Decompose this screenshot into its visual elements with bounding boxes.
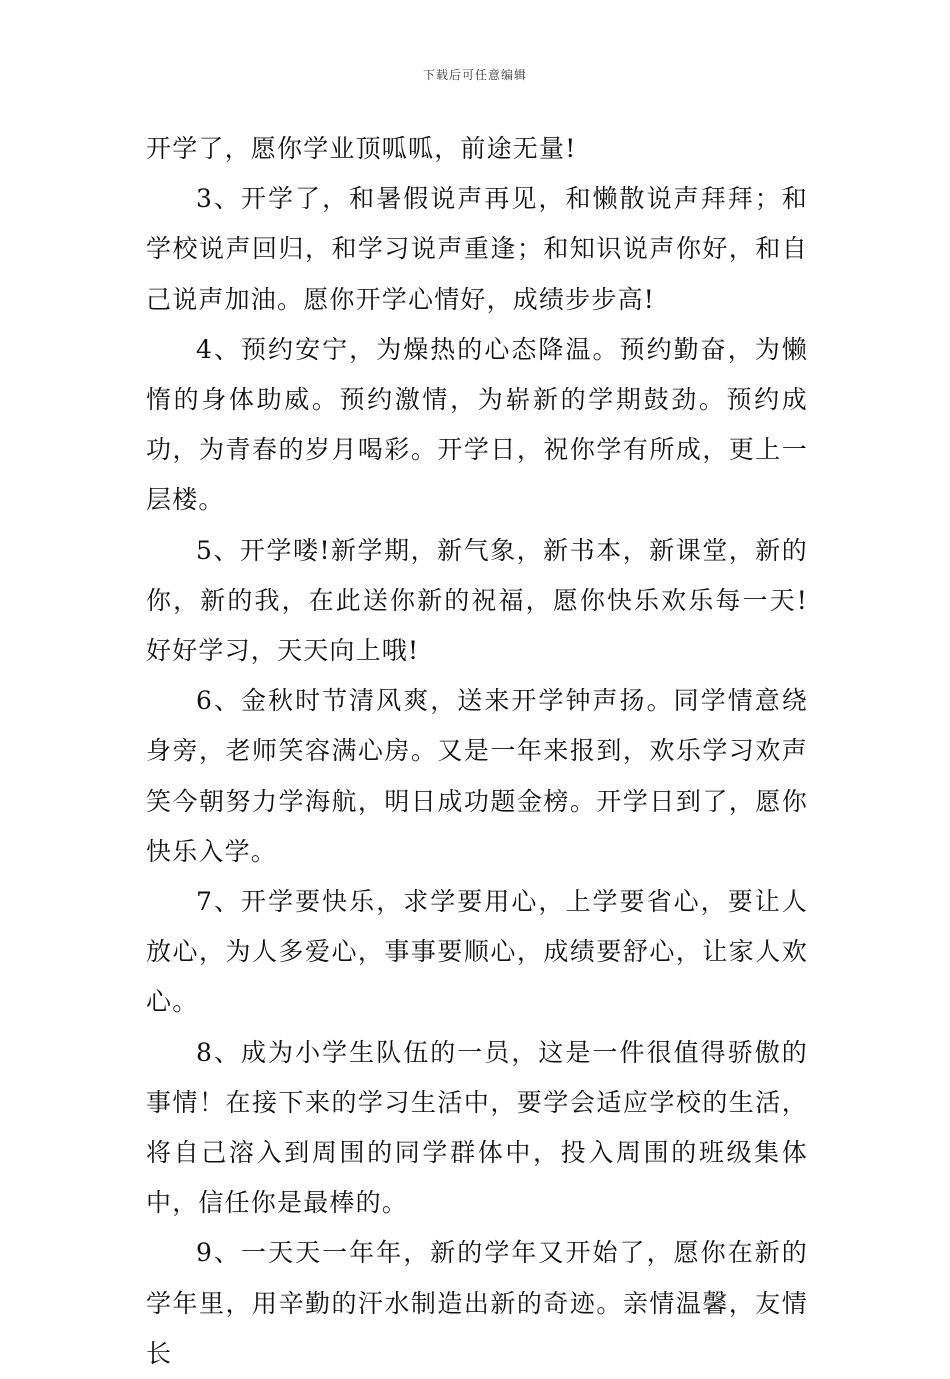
paragraph-item-8: 8、成为小学生队伍的一员，这是一件很值得骄傲的事情！在接下来的学习生活中，要学会适应学校的生活，将自己溶入到周围的同学群体中，投入周围的班级集体中，信任你是最棒的。 <box>146 1037 808 1218</box>
paragraph-item-4: 4、预约安宁，为燥热的心态降温。预约勤奋，为懒惰的身体助威。预约激情，为崭新的学期鼓劲。预约成功，为青春的岁月喝彩。开学日，祝你学有所成，更上一层楼。 <box>146 334 808 515</box>
document-body <box>146 124 808 1379</box>
paragraph-item-5: 5、开学喽!新学期，新气象，新书本，新课堂，新的你，新的我，在此送你新的祝福，愿你快乐欢乐每一天!好好学习，天天向上哦! <box>146 535 808 666</box>
paragraph-item-6: 6、金秋时节清风爽，送来开学钟声扬。同学情意绕身旁，老师笑容满心房。又是一年来报到，欢乐学习欢声笑今朝努力学海航，明日成功题金榜。开学日到了，愿你快乐入学。 <box>146 686 808 866</box>
paragraph-continuation: 开学了，愿你学业顶呱呱，前途无量! <box>146 134 577 163</box>
paragraph-item-9: 9、一天天一年年，新的学年又开始了，愿你在新的学年里，用辛勤的汗水制造出新的奇迹。亲情温馨，友情长 <box>146 1238 808 1368</box>
paragraph-item-3: 3、开学了，和暑假说声再见，和懒散说声拜拜；和学校说声回归，和学习说声重逢；和知识说声你好，和自己说声加油。愿你开学心情好，成绩步步高! <box>146 184 808 314</box>
page-header: 下载后可任意编辑 <box>422 68 527 82</box>
paragraph-item-7: 7、开学要快乐，求学要用心，上学要省心，要让人放心，为人多爱心，事事要顺心，成绩要舒心，让家人欢心。 <box>146 887 808 1017</box>
